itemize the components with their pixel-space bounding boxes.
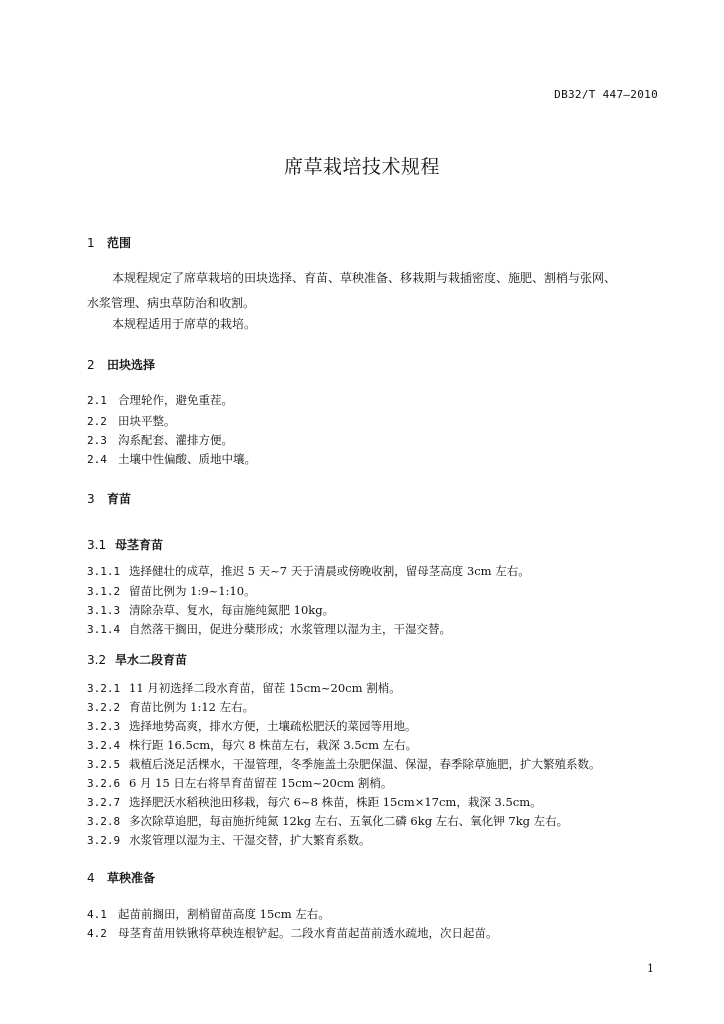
item-number: 3.1.2 <box>87 585 121 598</box>
page-title: 席草栽培技术规程 <box>283 156 440 178</box>
item-number: 3.2.8 <box>87 815 121 828</box>
section-number: 2 <box>87 358 95 372</box>
list-item <box>87 737 417 753</box>
item-text: 栽植后浇足活棵水，干湿管理，冬季施盖土杂肥保温、保湿，春季除草施肥，扩大繁殖系数。 <box>129 757 601 771</box>
item-text: 水浆管理以湿为主、干湿交替，扩大繁育系数。 <box>129 833 371 847</box>
page-number: 1 <box>647 962 654 975</box>
list-item <box>87 583 256 599</box>
item-number: 4.2 <box>87 927 107 940</box>
list-item <box>87 756 601 772</box>
section-title: 草秧准备 <box>107 871 156 885</box>
item-number: 3.1.3 <box>87 604 121 617</box>
subsection-3-2-heading <box>87 651 187 668</box>
section-number: 3 <box>87 492 95 506</box>
item-number: 3.2.5 <box>87 758 121 771</box>
item-text: 6 月 15 日左右将旱育苗留茬 15cm~20cm 割梢。 <box>129 776 393 790</box>
list-item <box>87 680 401 696</box>
section-3-heading <box>87 490 131 507</box>
list-item <box>87 794 542 810</box>
item-text: 母茎育苗用铁锹将草秧连根铲起。二段水育苗起苗前透水疏地，次日起苗。 <box>118 926 498 940</box>
item-number: 2.1 <box>87 394 107 407</box>
item-text: 合理轮作，避免重茬。 <box>118 393 233 407</box>
list-item <box>87 602 334 618</box>
item-number: 3.2.3 <box>87 720 121 733</box>
item-text: 多次除草追肥，每亩施折纯氮 12kg 左右、五氧化二磷 6kg 左右、氧化钾 7kg 左右。 <box>129 814 569 828</box>
section-number: 1 <box>87 236 95 250</box>
item-text: 沟系配套、灌排方便。 <box>118 433 233 447</box>
item-number: 2.4 <box>87 453 107 466</box>
item-number: 2.2 <box>87 415 107 428</box>
section-4-heading <box>87 869 155 886</box>
item-text: 11 月初选择二段水育苗，留茬 15cm~20cm 割梢。 <box>129 681 401 695</box>
subsection-number: 3.2 <box>87 653 107 667</box>
list-item <box>87 563 530 579</box>
subsection-title: 旱水二段育苗 <box>115 653 188 667</box>
list-item <box>87 832 371 848</box>
item-text: 选择肥沃水稻秧池田移栽，每穴 6~8 株苗，株距 15cm×17cm，栽深 3.5cm。 <box>129 795 542 809</box>
item-number: 4.1 <box>87 908 107 921</box>
subsection-title: 母茎育苗 <box>115 538 164 552</box>
item-number: 3.2.7 <box>87 796 121 809</box>
paragraph: 本规程适用于席草的栽培。 <box>112 317 257 331</box>
subsection-number: 3.1 <box>87 538 107 552</box>
section-title: 育苗 <box>107 492 132 506</box>
section-title: 范围 <box>107 236 132 250</box>
paragraph-line: 本规程规定了席草栽培的田块选择、育苗、草秧准备、移栽期与栽插密度、施肥、割梢与张网、 <box>112 271 617 285</box>
list-item <box>87 718 417 734</box>
subsection-3-1-heading <box>87 536 163 553</box>
item-text: 选择健壮的成草，推迟 5 天~7 天于清晨或傍晚收割，留母茎高度 3cm 左右。 <box>129 564 530 578</box>
item-number: 3.1.1 <box>87 565 121 578</box>
item-number: 3.2.4 <box>87 739 121 752</box>
item-text: 起苗前搁田，割梢留苗高度 15cm 左右。 <box>118 907 330 921</box>
list-item <box>87 699 254 715</box>
item-number: 2.3 <box>87 434 107 447</box>
section-number: 4 <box>87 871 95 885</box>
item-text: 自然落干搁田，促进分蘖形成；水浆管理以湿为主，干湿交替。 <box>129 622 451 636</box>
list-item <box>87 775 392 791</box>
list-item <box>87 392 233 408</box>
item-number: 3.2.1 <box>87 682 121 695</box>
item-text: 田块平整。 <box>118 414 176 428</box>
list-item <box>87 925 498 941</box>
section-2-heading <box>87 356 155 373</box>
list-item <box>87 413 176 429</box>
section-1-heading <box>87 234 131 251</box>
list-item <box>87 621 451 637</box>
item-number: 3.2.2 <box>87 701 121 714</box>
standard-number: DB32/T 447—2010 <box>554 88 658 101</box>
item-text: 育苗比例为 1:12 左右。 <box>129 700 255 714</box>
item-text: 株行距 16.5cm，每穴 8 株苗左右，栽深 3.5cm 左右。 <box>129 738 418 752</box>
list-item <box>87 451 256 467</box>
item-text: 清除杂草、复水，每亩施纯氮肥 10kg。 <box>129 603 335 617</box>
list-item <box>87 813 568 829</box>
list-item <box>87 906 330 922</box>
item-number: 3.2.6 <box>87 777 121 790</box>
item-text: 留苗比例为 1:9~1:10。 <box>129 584 256 598</box>
list-item <box>87 432 233 448</box>
section-title: 田块选择 <box>107 358 156 372</box>
item-text: 选择地势高爽，排水方便，土壤疏松肥沃的菜园等用地。 <box>129 719 417 733</box>
item-text: 土壤中性偏酸、质地中壤。 <box>118 452 256 466</box>
item-number: 3.1.4 <box>87 623 121 636</box>
paragraph-line: 水浆管理、病虫草防治和收割。 <box>87 296 256 310</box>
item-number: 3.2.9 <box>87 834 121 847</box>
